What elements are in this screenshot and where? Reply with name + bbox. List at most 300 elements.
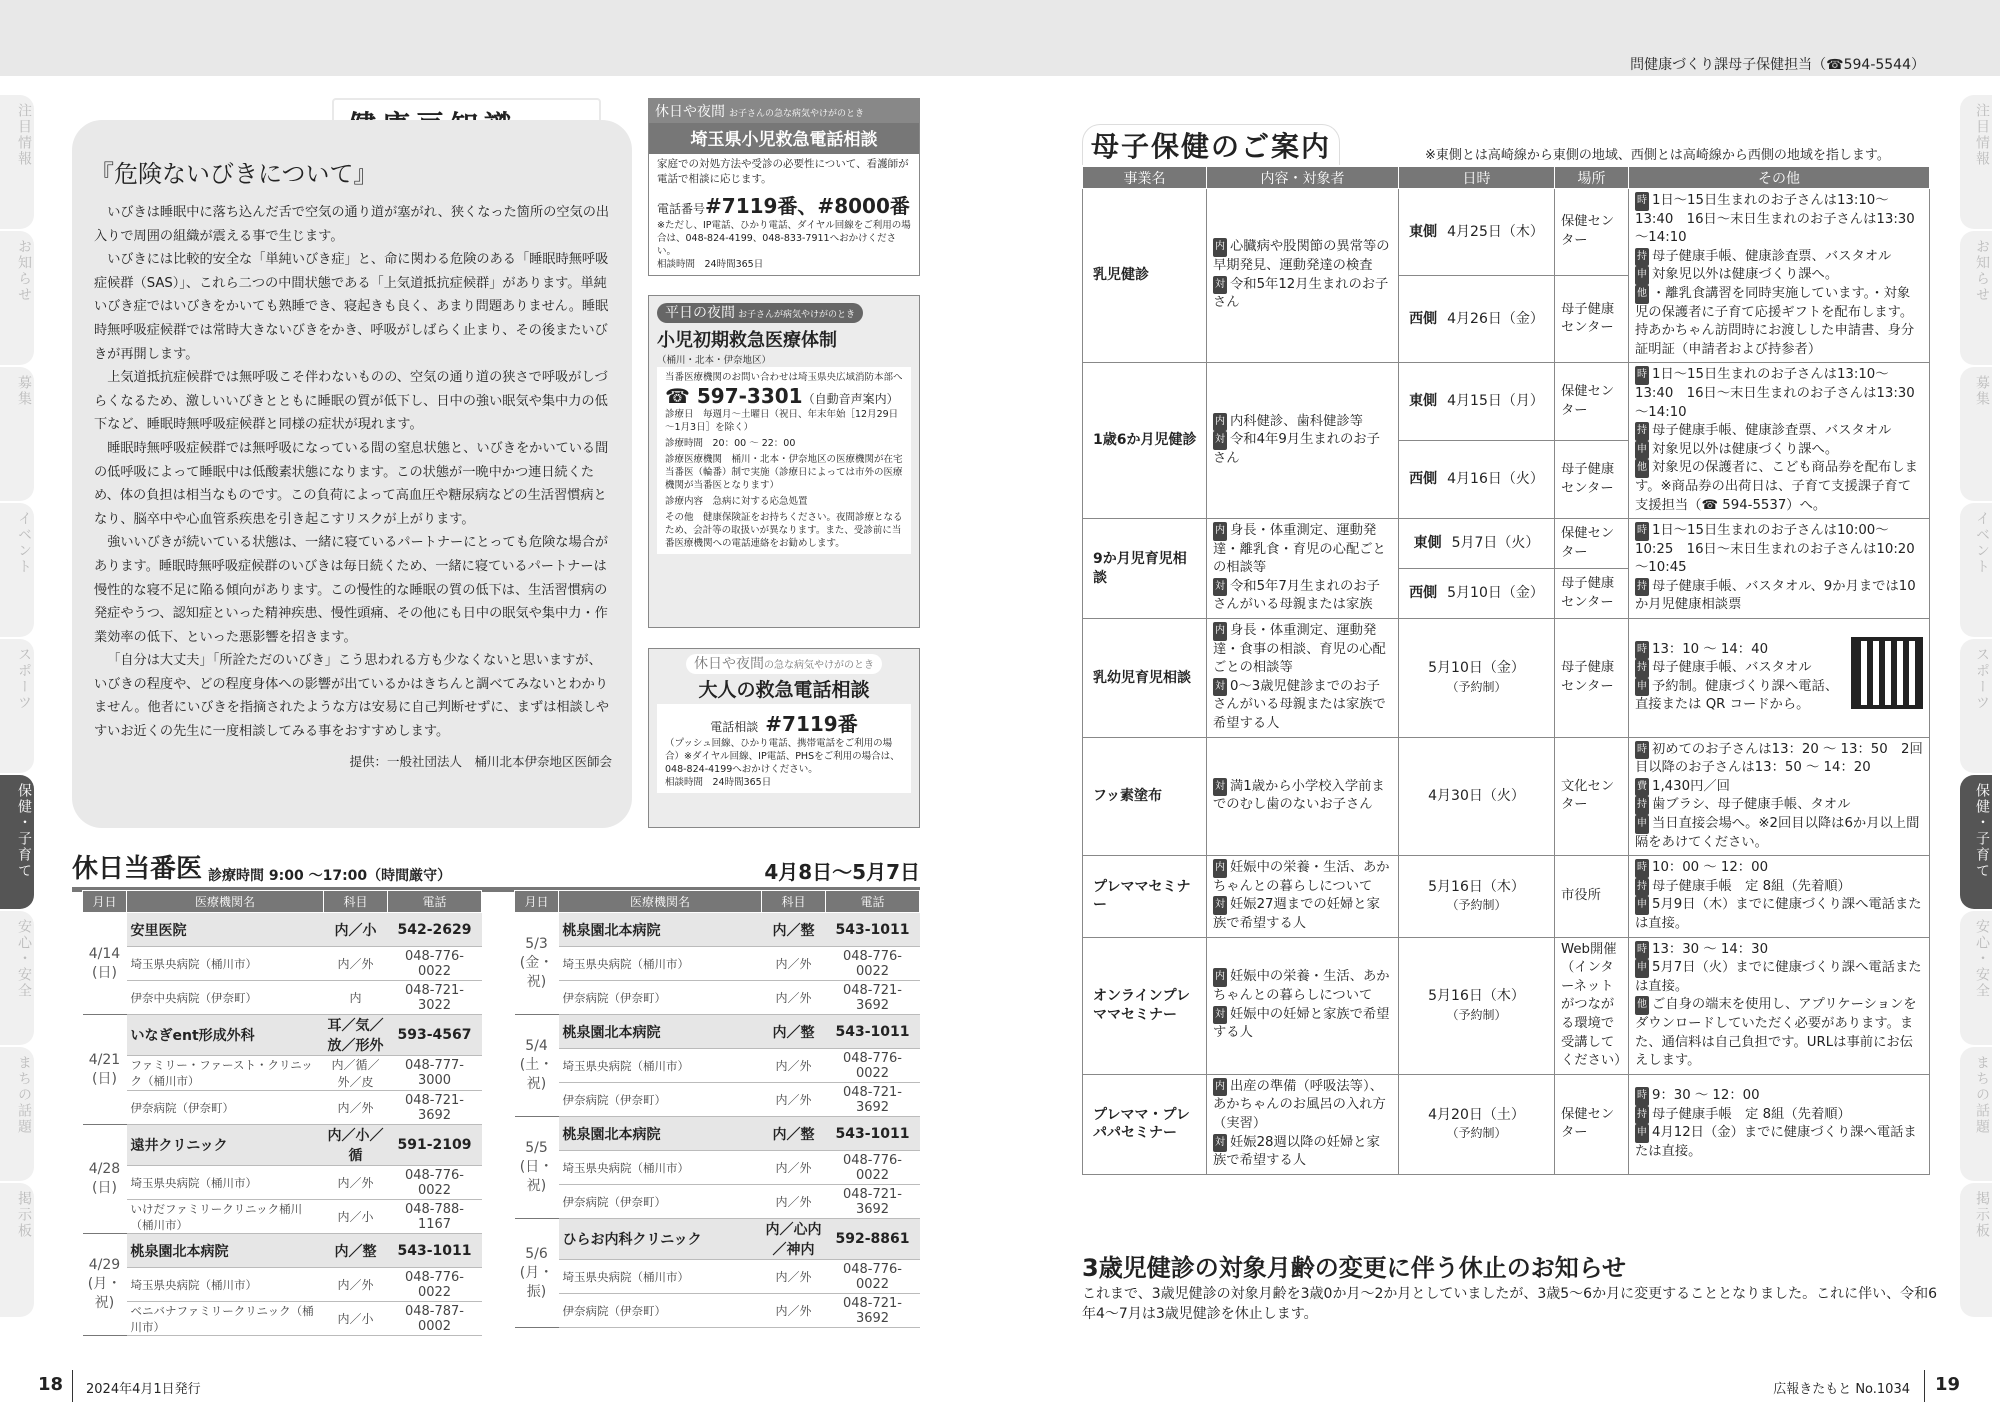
- boshi-date-text: 5月10日（金）: [1428, 660, 1525, 677]
- boshi-other-text: 母子健康手帳、バスタオル、9か月までは10か月児健康相談票: [1635, 578, 1916, 613]
- holiday-dept: 内／整: [762, 913, 826, 947]
- label-icon: 持: [1635, 659, 1649, 678]
- boshi-other-text: 5月7日（火）までに健康づくり課へ電話または直接。: [1635, 960, 1922, 994]
- holiday-clinic: 桃泉園北本病院: [559, 1117, 762, 1151]
- holiday-phone: 591-2109: [388, 1125, 482, 1166]
- holiday-row: [83, 1015, 482, 1056]
- box1-phone-label: 電話番号: [657, 202, 706, 216]
- boshi-date-text: 5月16日（木）: [1428, 988, 1525, 1005]
- holiday-dept: 耳／気／放／形外: [324, 1015, 388, 1056]
- box2-time: 診療時間 20：00 ～ 22：00: [665, 438, 796, 449]
- sidebar-tab[interactable]: 安心・安全: [0, 911, 34, 1045]
- sidebar-tab[interactable]: お知らせ: [1960, 231, 1992, 365]
- boshi-content: [1207, 1074, 1399, 1174]
- boshi-content-text: 妊娠中の栄養・生活、あかちゃんとの暮らしについて: [1213, 969, 1390, 1004]
- holiday-clinic: いなぎent形成外科: [127, 1015, 324, 1056]
- boshi-place: 保健センター: [1555, 363, 1629, 441]
- boshi-other-text: 初めてのお子さんは13：20 ～ 13：50 2回目以降のお子さんは13：50 ～ 14：20: [1635, 741, 1923, 776]
- holiday-col-header: 科目: [324, 891, 388, 913]
- holiday-dept: 内／心内／神内: [762, 1219, 826, 1260]
- boshi-date-sub: （予約制）: [1446, 898, 1507, 913]
- holiday-clinic: 埼玉県央病院（桶川市）: [127, 947, 324, 981]
- boshi-content: [1207, 937, 1399, 1074]
- label-icon: 持: [1635, 878, 1649, 897]
- kenko-paragraph: 睡眠時無呼吸症候群では無呼吸になっている間の窒息状態と、いびきをかいている間の低呼吸によって睡眠中は低酸素状態になります。この状態が一晩中かつ連日続くため、体の負担は相当なものです。この負荷によって高血圧や糖尿病などの生活習慣病となり、脳卒中や心血管系疾患を引き起こすリスクが上がります。: [94, 440, 609, 527]
- box2-other: その他 健康保険証をお持ちください。夜間診療となるため、会計等の取扱いが異なります。また、受診前に当番医療機関への電話連絡をお勧めします。: [665, 512, 903, 549]
- boshi-name: 乳幼児育児相談: [1083, 619, 1207, 738]
- sidebar-tab[interactable]: 募集: [0, 367, 34, 501]
- boshi-other: [1629, 737, 1930, 856]
- boshi-place: 保健センター: [1555, 189, 1629, 276]
- holiday-row: [515, 1185, 920, 1219]
- sidebar-tab[interactable]: イベント: [1960, 503, 1992, 637]
- label-icon: 他: [1635, 459, 1649, 478]
- sidebar-tab[interactable]: 募集: [1960, 367, 1992, 501]
- holiday-clinic: 埼玉県央病院（桶川市）: [559, 1151, 762, 1185]
- holiday-header: [72, 848, 920, 892]
- holiday-row: [83, 1125, 482, 1166]
- box3-title: 大人の救急電話相談: [698, 679, 870, 701]
- holiday-dept: 内／小／循: [324, 1125, 388, 1166]
- boshi-other: [1629, 1074, 1930, 1174]
- box2-content: 診療内容 急病に対する応急処置: [665, 496, 808, 507]
- box1-phone: #7119番、#8000番: [705, 194, 910, 218]
- boshi-col-header: 事業名: [1083, 167, 1207, 189]
- boshi-date: [1399, 189, 1555, 276]
- holiday-row: [515, 1294, 920, 1328]
- label-icon: 時: [1635, 641, 1649, 660]
- holiday-phone: 048-777-3000: [388, 1056, 482, 1091]
- label-icon: 申: [1635, 959, 1649, 978]
- boshi-other-text: 対象児以外は健康づくり課へ。: [1652, 267, 1839, 283]
- holiday-dept: 内／小: [324, 1302, 388, 1336]
- sidebar-left: [0, 95, 40, 1319]
- box2-inst: 診療医療機関 桶川・北本・伊奈地区の医療機関が在宅当番医（輪番）制で実施（診療日によっては市外の医療機関が当番医となります）: [665, 454, 903, 491]
- box3-phone: #7119番: [765, 712, 858, 736]
- label-icon: 対: [1213, 778, 1227, 797]
- boshi-date-sub: （予約制）: [1446, 1007, 1507, 1022]
- label-icon: 内: [1213, 968, 1227, 987]
- boshi-date: [1399, 363, 1555, 441]
- holiday-row: [83, 1056, 482, 1091]
- holiday-col-header: 科目: [762, 891, 826, 913]
- box2-phone: ☎ 597-3301: [665, 384, 803, 408]
- box3-tag-sub: の急な病気やけがのとき: [764, 660, 874, 671]
- holiday-date: 5/4 (土・祝): [515, 1015, 559, 1117]
- kenko-paragraph: いびきには比較的安全な「単純いびき症」と、命に関わる危険のある「睡眠時無呼吸症候群（SAS）」、これら二つの中間状態である「上気道抵抗症候群」があります。単純いびき症ではいびきをかいても熟睡でき、寝起きも良く、あまり問題ありません。睡眠時無呼吸症候群では常時大きないびきをかき、呼吸がしばらく止まり、その後またいびきが再開します。: [94, 252, 609, 362]
- holiday-dept: 内／外: [762, 1083, 826, 1117]
- holiday-col-header: 電話: [388, 891, 482, 913]
- box2-area: （桶川・北本・伊奈地区）: [657, 355, 772, 366]
- holiday-phone: 543-1011: [826, 1117, 920, 1151]
- boshi-place: 母子健康センター: [1555, 441, 1629, 519]
- boshi-content-text: 出産の準備（呼吸法等）、あかちゃんのお風呂の入れ方（実習）: [1213, 1078, 1386, 1131]
- holiday-clinic: 伊奈病院（伊奈町）: [559, 1083, 762, 1117]
- sidebar-right: [1960, 95, 2000, 1319]
- page-number-left: 18: [38, 1374, 64, 1395]
- label-icon: 内: [1213, 413, 1227, 432]
- holiday-dept: 内／外: [324, 1268, 388, 1302]
- boshi-other-text: 13：10 ～ 14：40: [1652, 641, 1769, 657]
- holiday-row: [515, 1049, 920, 1083]
- boshi-date-text: 4月25日（木）: [1447, 223, 1544, 240]
- holiday-date: 4/21 (日): [83, 1015, 127, 1125]
- boshi-other-text: 10：00 ～ 12：00: [1652, 860, 1769, 876]
- notice-title: 3歳児健診の対象月齢の変更に伴う休止のお知らせ: [1082, 1254, 1626, 1282]
- boshi-place: 母子健康センター: [1555, 569, 1629, 619]
- boshi-content: [1207, 737, 1399, 856]
- holiday-phone: 593-4567: [388, 1015, 482, 1056]
- boshi-date-text: 4月30日（火）: [1428, 788, 1525, 805]
- label-icon: 持: [1635, 578, 1649, 597]
- label-icon: 時: [1635, 741, 1649, 760]
- holiday-clinic: 埼玉県央病院（桶川市）: [559, 947, 762, 981]
- boshi-date-text: 5月10日（金）: [1447, 585, 1544, 602]
- holiday-row: [83, 1234, 482, 1268]
- boshi-content-text: 身長・体重測定、運動発達・離乳食・育児の心配ごとの相談等: [1213, 523, 1386, 576]
- boshi-row: [1083, 519, 1930, 569]
- label-icon: 内: [1213, 859, 1227, 878]
- kenko-article: [72, 120, 632, 828]
- boshi-content: [1207, 619, 1399, 738]
- holiday-dept: 内／外: [762, 1260, 826, 1294]
- holiday-title: 休日当番医: [72, 854, 203, 884]
- boshi-date-text: 5月7日（火）: [1451, 535, 1540, 552]
- boshi-other-text: 対象児以外は健康づくり課へ。: [1652, 441, 1839, 457]
- holiday-table-right: [514, 890, 920, 1328]
- box2-tag-sub: お子さんが病気やけがのとき: [738, 310, 856, 320]
- boshi-date: [1399, 276, 1555, 363]
- box1-hours: 相談時間 24時間365日: [657, 259, 764, 270]
- sidebar-tab[interactable]: 掲示板: [1960, 1183, 1992, 1317]
- boshi-name: フッ素塗布: [1083, 737, 1207, 856]
- label-icon: 申: [1635, 441, 1649, 460]
- boshi-other-text: 1,430円／回: [1652, 778, 1730, 794]
- holiday-row: [83, 1200, 482, 1234]
- boshi-content-text: 令和4年9月生まれのお子さん: [1213, 432, 1380, 467]
- boshi-other-text: 13：30 ～ 14：30: [1652, 941, 1769, 957]
- holiday-table-left: [82, 890, 482, 1336]
- label-icon: 内: [1213, 238, 1227, 257]
- box2-phone-sub: （自動音声案内）: [802, 392, 899, 406]
- boshi-other: [1629, 519, 1930, 619]
- holiday-phone: 048-721-3692: [826, 981, 920, 1015]
- boshi-place: 保健センター: [1555, 1074, 1629, 1174]
- boshi-place: Web開催（インターネットがつながる環境で受講してください）: [1555, 937, 1629, 1074]
- sidebar-tab[interactable]: 保健・子育て: [1960, 775, 1992, 909]
- holiday-row: [515, 1260, 920, 1294]
- holiday-phone: 048-776-0022: [826, 1260, 920, 1294]
- box3-note: （プッシュ回線、ひかり電話、携帯電話をご利用の場合）※ダイヤル回線、IP電話、PHSをご利用の場合は、048-824-4199へおかけください。: [665, 738, 900, 775]
- holiday-row: [515, 981, 920, 1015]
- holiday-range: 4月8日～5月7日: [764, 860, 920, 884]
- holiday-date: 4/14 (日): [83, 913, 127, 1015]
- boshi-row: [1083, 856, 1930, 937]
- label-icon: 申: [1635, 1124, 1649, 1143]
- holiday-date: 4/28 (日): [83, 1125, 127, 1234]
- boshi-other: [1629, 619, 1930, 738]
- holiday-phone: 592-8861: [826, 1219, 920, 1260]
- label-icon: 対: [1213, 1006, 1227, 1025]
- holiday-row: [515, 1015, 920, 1049]
- boshi-side: 東側: [1413, 535, 1442, 552]
- holiday-clinic: ファミリー・ファースト・クリニック（桶川市）: [127, 1056, 324, 1091]
- label-icon: 対: [1213, 1134, 1227, 1153]
- label-icon: 他: [1635, 996, 1649, 1015]
- footer-date: 2024年4月1日発行: [86, 1382, 201, 1397]
- label-icon: 費: [1635, 778, 1649, 797]
- holiday-phone: 542-2629: [388, 913, 482, 947]
- box2-title: 小児初期救急医療体制: [657, 330, 837, 351]
- adult-phone-box: [648, 648, 920, 828]
- boshi-side: 東側: [1409, 393, 1438, 410]
- label-icon: 対: [1213, 431, 1227, 450]
- box2-tag: 平日の夜間: [665, 305, 735, 321]
- boshi-other: [1629, 189, 1930, 363]
- child-phone-box: [648, 98, 920, 276]
- box1-tag-sub: お子さんの急な病気やけがのとき: [729, 109, 865, 119]
- label-icon: 対: [1213, 578, 1227, 597]
- label-icon: 持: [1635, 248, 1649, 267]
- boshi-content-text: 内科健診、歯科健診等: [1230, 413, 1363, 429]
- boshi-place: 文化センター: [1555, 737, 1629, 856]
- holiday-hours: 診療時間 9:00 ～17:00（時間厳守）: [208, 868, 452, 884]
- boshi-name: オンラインプレママセミナー: [1083, 937, 1207, 1074]
- boshi-other-text: 母子健康手帳、バスタオル: [1652, 660, 1812, 676]
- holiday-clinic: 桃泉園北本病院: [559, 913, 762, 947]
- holiday-dept: 内／整: [762, 1015, 826, 1049]
- footer-divider-left: [72, 1370, 73, 1402]
- kenko-source: 提供：一般社団法人 桶川北本伊奈地区医師会: [349, 753, 612, 769]
- boshi-table: [1082, 166, 1930, 1175]
- box3-tag: 休日や夜間: [694, 656, 764, 672]
- holiday-dept: 内／外: [324, 1091, 388, 1125]
- holiday-row: [515, 1117, 920, 1151]
- holiday-phone: 048-776-0022: [388, 1268, 482, 1302]
- label-icon: 申: [1635, 266, 1649, 285]
- label-icon: 時: [1635, 366, 1649, 385]
- boshi-row: [1083, 363, 1930, 441]
- boshi-other-text: 9：30 ～ 12：00: [1652, 1088, 1760, 1104]
- holiday-clinic: 伊奈中央病院（伊奈町）: [127, 981, 324, 1015]
- holiday-dept: 内: [324, 981, 388, 1015]
- boshi-date-text: 5月16日（木）: [1428, 878, 1525, 895]
- boshi-name: 1歳6か月児健診: [1083, 363, 1207, 519]
- label-icon: 申: [1635, 678, 1649, 697]
- footer-divider-right: [1924, 1370, 1925, 1402]
- holiday-dept: 内／外: [762, 1294, 826, 1328]
- boshi-row: [1083, 937, 1930, 1074]
- holiday-clinic: いけだファミリークリニック桶川（桶川市）: [127, 1200, 324, 1234]
- sidebar-tab[interactable]: 注目情報: [0, 95, 34, 229]
- boshi-other: [1629, 363, 1930, 519]
- boshi-name: 乳児健診: [1083, 189, 1207, 363]
- boshi-content-text: 妊娠27週までの妊婦と家族で希望する人: [1213, 897, 1380, 931]
- boshi-place: 母子健康センター: [1555, 619, 1629, 738]
- boshi-date-text: 4月20日（土）: [1428, 1106, 1525, 1123]
- boshi-name: プレママセミナー: [1083, 856, 1207, 937]
- boshi-date: [1399, 441, 1555, 519]
- boshi-content-text: 妊娠中の妊婦と家族で希望する人: [1213, 1006, 1390, 1041]
- holiday-phone: 048-721-3022: [388, 981, 482, 1015]
- boshi-content-text: 満1歳から小学校入学前までのむし歯のないお子さん: [1213, 778, 1385, 813]
- boshi-title: 母子保健のご案内: [1082, 124, 1340, 165]
- boshi-name: プレママ・プレパパセミナー: [1083, 1074, 1207, 1174]
- holiday-dept: 内／外: [324, 947, 388, 981]
- boshi-row: [1083, 737, 1930, 856]
- holiday-row: [83, 913, 482, 947]
- sidebar-tab[interactable]: 安心・安全: [1960, 911, 1992, 1045]
- box1-desc: 家庭での対処方法や受診の必要性について、看護師が電話で相談に応じます。: [657, 158, 909, 185]
- boshi-content: [1207, 363, 1399, 519]
- sidebar-tab[interactable]: 注目情報: [1960, 95, 1992, 229]
- holiday-clinic: 伊奈病院（伊奈町）: [559, 981, 762, 1015]
- label-icon: 申: [1635, 896, 1649, 915]
- holiday-dept: 内／外: [762, 947, 826, 981]
- boshi-date-sub: （予約制）: [1446, 1126, 1507, 1141]
- holiday-clinic: 伊奈病院（伊奈町）: [559, 1185, 762, 1219]
- label-icon: 対: [1213, 276, 1227, 295]
- boshi-content-text: 令和5年12月生まれのお子さん: [1213, 276, 1389, 311]
- boshi-side: 西側: [1409, 585, 1438, 602]
- qr-code-icon: [1851, 637, 1923, 709]
- box2-inquiry: 当番医療機関のお問い合わせは埼玉県央広域消防本部へ: [665, 372, 903, 383]
- boshi-other-text: 母子健康手帳、健康診査票、バスタオル: [1652, 248, 1892, 264]
- label-icon: 他: [1635, 285, 1649, 304]
- holiday-phone: 048-788-1167: [388, 1200, 482, 1234]
- holiday-row: [83, 947, 482, 981]
- boshi-col-header: 場所: [1555, 167, 1629, 189]
- holiday-dept: 内／外: [762, 1049, 826, 1083]
- boshi-name: 9か月児育児相談: [1083, 519, 1207, 619]
- holiday-phone: 048-776-0022: [826, 947, 920, 981]
- kenko-body: [94, 201, 612, 744]
- holiday-col-header: 月日: [83, 891, 127, 913]
- label-icon: 持: [1635, 796, 1649, 815]
- child-night-box: [648, 295, 920, 628]
- holiday-phone: 048-721-3692: [826, 1294, 920, 1328]
- boshi-date: [1399, 619, 1555, 738]
- holiday-clinic: 遠井クリニック: [127, 1125, 324, 1166]
- label-icon: 内: [1213, 1078, 1227, 1097]
- holiday-date: 5/5 (日・祝): [515, 1117, 559, 1219]
- sidebar-tab[interactable]: スポーツ: [0, 639, 34, 773]
- holiday-dept: 内／小: [324, 1200, 388, 1234]
- page-number-right: 19: [1934, 1374, 1960, 1395]
- holiday-dept: 内／外: [762, 1185, 826, 1219]
- boshi-other-text: ・離乳食講習を同時実施しています。・対象児の保護者に子育て応援ギフトを配布します。持あかちゃん訪問時にお渡しした申請書、身分証明証（申請者および持参者）: [1635, 285, 1915, 357]
- boshi-content: [1207, 856, 1399, 937]
- holiday-phone: 048-721-3692: [826, 1185, 920, 1219]
- label-icon: 持: [1635, 1106, 1649, 1125]
- boshi-content-text: 令和5年7月生まれのお子さんがいる母親または家族: [1213, 578, 1380, 613]
- boshi-other-text: 母子健康手帳、健康診査票、バスタオル: [1652, 423, 1892, 439]
- holiday-clinic: ベニバナファミリークリニック（桶川市）: [127, 1302, 324, 1336]
- holiday-clinic: 桃泉園北本病院: [559, 1015, 762, 1049]
- holiday-phone: 048-787-0002: [388, 1302, 482, 1336]
- label-icon: 内: [1213, 522, 1227, 541]
- box1-tag: 休日や夜間: [655, 104, 725, 120]
- holiday-phone: 543-1011: [826, 913, 920, 947]
- holiday-phone: 048-721-3692: [826, 1083, 920, 1117]
- boshi-other-text: 歯ブラシ、母子健康手帳、タオル: [1652, 797, 1851, 813]
- holiday-row: [515, 1151, 920, 1185]
- holiday-col-header: 医療機関名: [127, 891, 324, 913]
- boshi-date: [1399, 1074, 1555, 1174]
- holiday-phone: 048-776-0022: [388, 1166, 482, 1200]
- boshi-col-header: 日時: [1399, 167, 1555, 189]
- label-icon: 内: [1213, 622, 1227, 641]
- boshi-date-text: 4月15日（月）: [1447, 393, 1544, 410]
- box3-hours: 相談時間 24時間365日: [665, 777, 772, 788]
- boshi-date-sub: （予約制）: [1446, 679, 1507, 694]
- boshi-date-text: 4月26日（金）: [1447, 310, 1544, 327]
- kenko-title: 『危険ないびきについて』: [90, 160, 378, 188]
- holiday-dept: 内／外: [762, 981, 826, 1015]
- holiday-clinic: 埼玉県央病院（桶川市）: [559, 1049, 762, 1083]
- sidebar-tab[interactable]: イベント: [0, 503, 34, 637]
- holiday-clinic: 伊奈病院（伊奈町）: [127, 1091, 324, 1125]
- sidebar-tab[interactable]: まちの話題: [1960, 1047, 1992, 1181]
- holiday-col-header: 電話: [826, 891, 920, 913]
- boshi-other-text: 5月9日（木）までに健康づくり課へ電話または直接。: [1635, 897, 1922, 931]
- box1-note: ※ただし、IP電話、ひかり電話、ダイヤル回線をご利用の場合は、048-824-4199、048-833-7911へおかけください。: [657, 220, 911, 257]
- boshi-other-text: 対象児の保護者に、こども商品券を配布します。※商品券の出荷日は、子育て支援課子育て支援担当（☎ 594-5537）へ。: [1635, 460, 1918, 513]
- holiday-phone: 543-1011: [388, 1234, 482, 1268]
- boshi-col-header: 内容・対象者: [1207, 167, 1399, 189]
- holiday-row: [515, 947, 920, 981]
- sidebar-tab[interactable]: お知らせ: [0, 231, 34, 365]
- sidebar-tab[interactable]: スポーツ: [1960, 639, 1992, 773]
- label-icon: 持: [1635, 422, 1649, 441]
- holiday-row: [83, 1268, 482, 1302]
- holiday-clinic: ひらお内科クリニック: [559, 1219, 762, 1260]
- label-icon: 時: [1635, 1087, 1649, 1106]
- sidebar-tab[interactable]: まちの話題: [0, 1047, 34, 1181]
- boshi-content-text: 0～3歳児健診までのお子さんがいる母親または家族で希望する人: [1213, 678, 1386, 732]
- holiday-dept: 内／整: [762, 1117, 826, 1151]
- boshi-content-text: 妊娠中の栄養・生活、あかちゃんとの暮らしについて: [1213, 860, 1390, 894]
- holiday-date: 5/3 (金・祝): [515, 913, 559, 1015]
- boshi-row: [1083, 189, 1930, 276]
- holiday-phone: 543-1011: [826, 1015, 920, 1049]
- holiday-dept: 内／外: [762, 1151, 826, 1185]
- label-icon: 時: [1635, 859, 1649, 878]
- boshi-other-text: 1日～15日生まれのお子さんは13:10～13:40 16日～末日生まれのお子さんは13:30～14:10: [1635, 367, 1915, 420]
- boshi-other-text: 母子健康手帳 定 8組（先着順）: [1652, 878, 1851, 894]
- boshi-date-text: 4月16日（火）: [1447, 471, 1544, 488]
- boshi-other-text: 1日～15日生まれのお子さんは10:00～10:25 16日～末日生まれのお子さんは10:20～10:45: [1635, 523, 1915, 576]
- sidebar-tab[interactable]: 保健・子育て: [0, 775, 34, 909]
- boshi-place: 市役所: [1555, 856, 1629, 937]
- boshi-place: 母子健康センター: [1555, 276, 1629, 363]
- boshi-col-header: その他: [1629, 167, 1930, 189]
- contact-line: 問健康づくり課母子保健担当（☎594-5544）: [1630, 57, 1925, 73]
- label-icon: 対: [1213, 678, 1227, 697]
- boshi-date: [1399, 937, 1555, 1074]
- boshi-other-text: 4月12日（金）までに健康づくり課へ電話または直接。: [1635, 1125, 1917, 1159]
- holiday-row: [515, 1083, 920, 1117]
- sidebar-tab[interactable]: 掲示板: [0, 1183, 34, 1317]
- holiday-date: 5/6 (月・振): [515, 1219, 559, 1328]
- boshi-content-text: 妊娠28週以降の妊婦と家族で希望する人: [1213, 1134, 1380, 1169]
- holiday-col-header: 医療機関名: [559, 891, 762, 913]
- footer-issue: 広報きたもと No.1034: [1773, 1382, 1910, 1397]
- box3-phone-label: 電話相談: [710, 720, 759, 734]
- label-icon: 時: [1635, 192, 1649, 211]
- boshi-side: 東側: [1409, 223, 1438, 240]
- boshi-other-text: 母子健康手帳 定 8組（先着順）: [1652, 1106, 1851, 1122]
